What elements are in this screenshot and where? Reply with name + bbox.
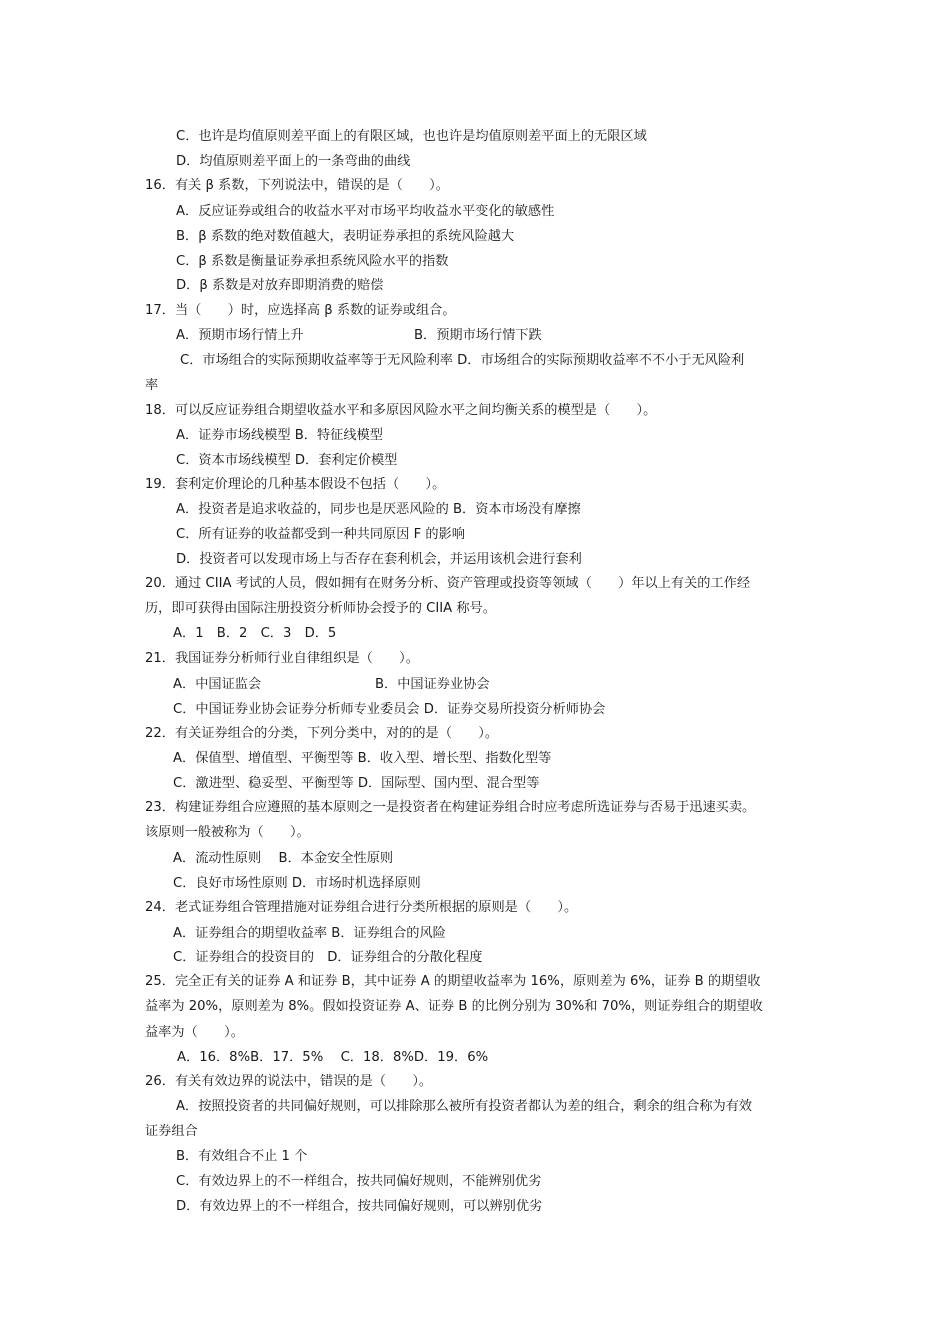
option-15d: D．均值原则差平面上的一条弯曲的曲线 <box>176 154 411 169</box>
option-18cd: C．资本市场线模型 D．套利定价模型 <box>176 453 398 468</box>
question-25: 25．完全正有关的证券 A 和证券 B，其中证券 A 的期望收益率为 16%，原则差为 6%，证券 B 的期望收 <box>145 974 761 989</box>
option-26a: A．按照投资者的共同偏好规则，可以排除那么被所有投资者都认为差的组合，剩余的组合称为有效 <box>176 1099 753 1114</box>
question-17: 17．当（ ）时，应选择高 β 系数的证券或组合。 <box>145 303 456 318</box>
question-21: 21．我国证券分析师行业自律组织是（ ）。 <box>145 651 419 666</box>
question-26: 26．有关有效边界的说法中，错误的是（ ）。 <box>145 1074 433 1089</box>
option-21a: A．中国证监会 <box>173 677 262 692</box>
option-26d: D．有效边界上的不一样组合，按共同偏好规则，可以辨别优劣 <box>176 1199 543 1214</box>
option-18ab: A．证券市场线模型 B．特征线模型 <box>176 428 383 443</box>
question-19: 19．套利定价理论的几种基本假设不包括（ ）。 <box>145 477 446 492</box>
option-17b: B．预期市场行情下跌 <box>414 328 542 343</box>
option-26a-continued: 证券组合 <box>145 1124 198 1139</box>
question-22: 22．有关证券组合的分类，下列分类中，对的的是（ ）。 <box>145 726 499 741</box>
question-23-continued: 该原则一般被称为（ ）。 <box>145 825 310 840</box>
option-17a: A．预期市场行情上升 <box>176 328 304 343</box>
option-23ab: A．流动性原则 B．本金安全性原则 <box>173 851 394 866</box>
question-25-continued-1: 益率为 20%，原则差为 8%。假如投资证券 A、证券 B 的比例分别为 30%和 70%，则证券组合的期望收 <box>145 999 763 1014</box>
question-16: 16．有关 β 系数，下列说法中，错误的是（ ）。 <box>145 178 449 193</box>
option-17cd: C．市场组合的实际预期收益率等于无风险利率 D．市场组合的实际预期收益率不不小于无风险利 <box>180 353 745 368</box>
option-24cd: C．证券组合的投资目的 D．证券组合的分散化程度 <box>173 950 483 965</box>
option-20abcd: A．1 B．2 C．3 D．5 <box>173 626 337 641</box>
option-25abcd: A．16．8%B．17．5% C．18．8%D．19．6% <box>177 1050 489 1065</box>
question-20-continued: 历，即可获得由国际注册投资分析师协会授予的 CIIA 称号。 <box>145 601 496 616</box>
option-15c: C．也许是均值原则差平面上的有限区域，也也许是均值原则差平面上的无限区域 <box>176 129 647 144</box>
option-22ab: A．保值型、增值型、平衡型等 B．收入型、增长型、指数化型等 <box>173 751 552 766</box>
option-17cd-continued: 率 <box>145 378 159 393</box>
option-16a: A．反应证券或组合的收益水平对市场平均收益水平变化的敏感性 <box>176 204 555 219</box>
question-20: 20．通过 CIIA 考试的人员，假如拥有在财务分析、资产管理或投资等领域（ ）年以上有关的工作经 <box>145 576 751 591</box>
question-24: 24．老式证券组合管理措施对证券组合进行分类所根据的原则是（ ）。 <box>145 900 578 915</box>
option-16b: B．β 系数的绝对数值越大，表明证券承担的系统风险越大 <box>176 229 515 244</box>
option-21cd: C．中国证券业协会证券分析师专业委员会 D．证券交易所投资分析师协会 <box>173 702 606 717</box>
option-22cd: C．激进型、稳妥型、平衡型等 D．国际型、国内型、混合型等 <box>173 776 540 791</box>
option-21b: B．中国证券业协会 <box>375 677 490 692</box>
option-16d: D．β 系数是对放弃即期消费的赔偿 <box>176 278 384 293</box>
option-24ab: A．证券组合的期望收益率 B．证券组合的风险 <box>173 926 446 941</box>
option-19ab: A．投资者是追求收益的，同步也是厌恶风险的 B．资本市场没有摩擦 <box>176 502 581 517</box>
option-19c: C．所有证券的收益都受到一种共同原因 F 的影响 <box>176 527 465 542</box>
option-19d: D．投资者可以发现市场上与否存在套利机会，并运用该机会进行套利 <box>176 552 582 567</box>
option-26c: C．有效边界上的不一样组合，按共同偏好规则，不能辨别优劣 <box>176 1174 542 1189</box>
option-16c: C．β 系数是衡量证券承担系统风险水平的指数 <box>176 254 449 269</box>
question-18: 18．可以反应证券组合期望收益水平和多原因风险水平之间均衡关系的模型是（ ）。 <box>145 403 657 418</box>
option-26b: B．有效组合不止 1 个 <box>176 1149 308 1164</box>
question-23: 23．构建证券组合应遵照的基本原则之一是投资者在构建证券组合时应考虑所选证券与否易于迅速买卖。 <box>145 800 756 815</box>
question-25-continued-2: 益率为（ ）。 <box>145 1025 244 1040</box>
option-23cd: C．良好市场性原则 D．市场时机选择原则 <box>173 876 421 891</box>
